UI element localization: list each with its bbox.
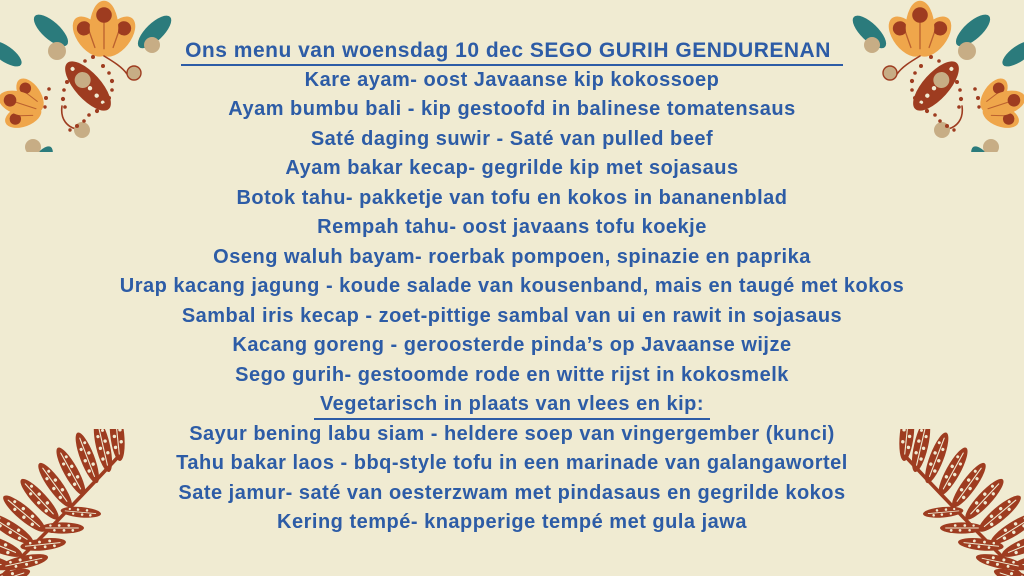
vegetarian-menu-item: Sayur bening labu siam - heldere soep van vingergember (kunci) bbox=[189, 422, 835, 445]
menu-item: Ayam bumbu bali - kip gestoofd in balinese tomatensaus bbox=[228, 98, 796, 120]
menu-item: Sambal iris kecap - zoet-pittige sambal van ui en rawit in sojasaus bbox=[181, 304, 843, 327]
vegetarian-menu-item: Tahu bakar laos - bbq-style tofu in een marinade van galangawortel bbox=[176, 452, 848, 474]
menu-item: Rempah tahu- oost javaans tofu koekje bbox=[317, 216, 707, 238]
menu-item: Urap kacang jagung - koude salade van kousenband, mais en taugé met kokos bbox=[119, 275, 905, 297]
menu-title-text: Ons menu van woensdag 10 dec SEGO GURIH GENDURENAN bbox=[181, 38, 843, 66]
menu-item: Kacang goreng - geroosterde pinda’s op Javaanse wijze bbox=[232, 334, 792, 356]
vegetarian-section-header bbox=[0, 390, 1024, 420]
menu-item: Saté daging suwir - Saté van pulled beef bbox=[310, 127, 714, 150]
menu-item: Oseng waluh bayam- roerbak pompoen, spinazie en paprika bbox=[213, 245, 811, 268]
menu-item: Sego gurih- gestoomde rode en witte rijst in kokosmelk bbox=[235, 363, 789, 386]
menu-title bbox=[0, 36, 1024, 66]
vegetarian-menu-item: Sate jamur- saté van oesterzwam met pindasaus en gegrilde kokos bbox=[178, 481, 846, 504]
menu-item: Botok tahu- pakketje van tofu en kokos in bananenblad bbox=[236, 186, 788, 209]
menu-item: Ayam bakar kecap- gegrilde kip met sojasaus bbox=[285, 157, 739, 179]
menu-item: Kare ayam- oost Javaanse kip kokossoep bbox=[304, 68, 720, 91]
vegetarian-menu-item: Kering tempé- knapperige tempé met gula jawa bbox=[277, 511, 747, 533]
vegetarian-section-header-text: Vegetarisch in plaats van vlees en kip: bbox=[314, 392, 710, 420]
menu-card bbox=[0, 36, 1024, 538]
